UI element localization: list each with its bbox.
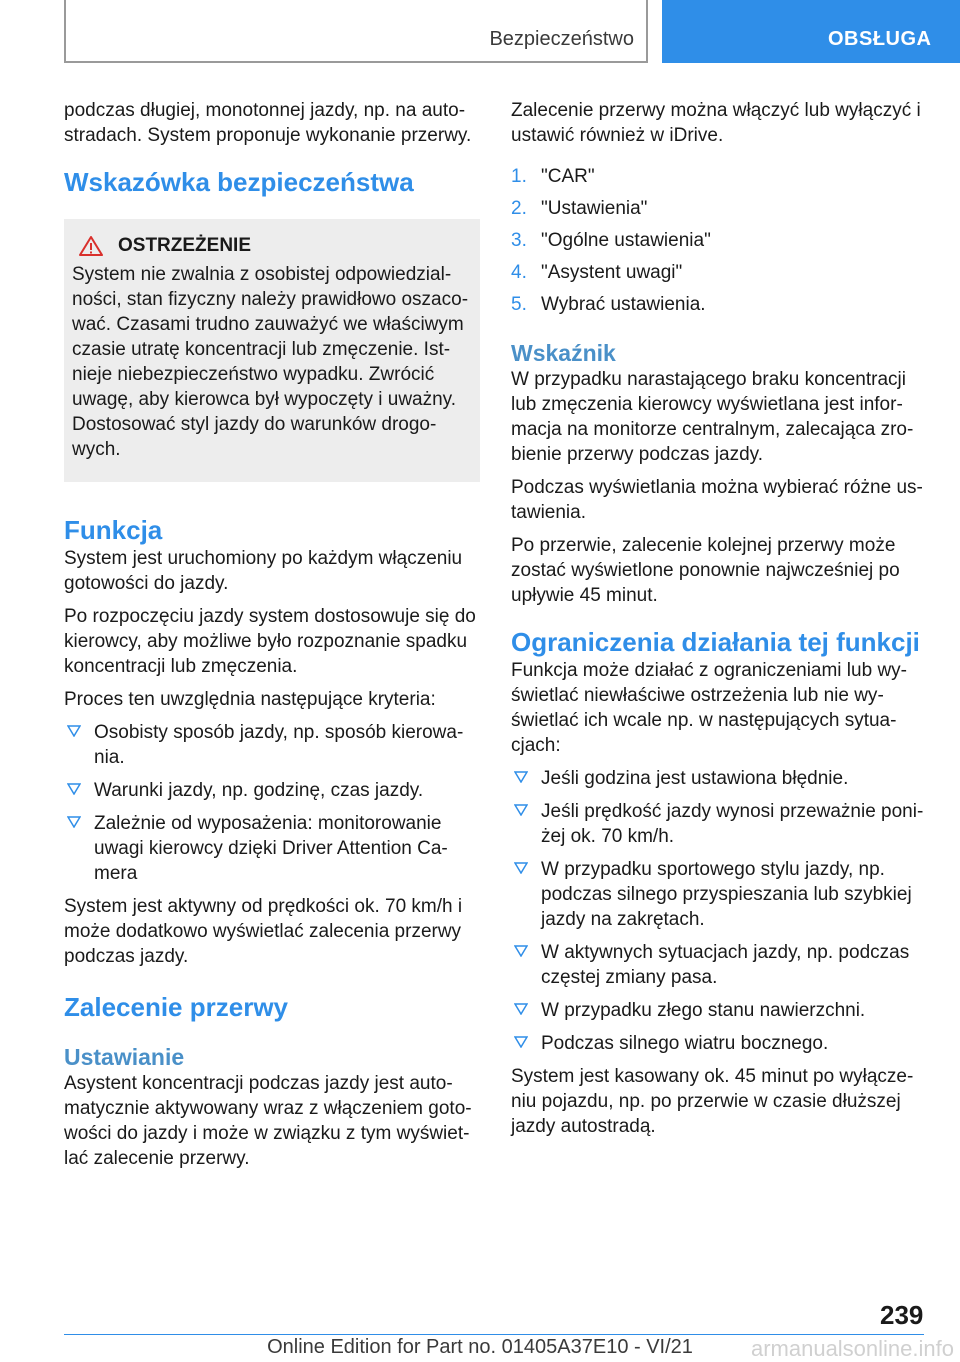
function-paragraph-3: Proces ten uwzględnia następujące kryteria: <box>64 689 436 710</box>
triangle-bullet-icon <box>514 862 528 874</box>
triangle-bullet-icon <box>67 725 81 737</box>
header-chapter-title: OBSŁUGA <box>828 28 932 50</box>
list-item-text: W przypadku złego stanu nawierzchni. <box>541 1000 866 1021</box>
triangle-bullet-icon <box>514 1003 528 1015</box>
limits-list <box>511 766 924 1056</box>
list-item-text: Warunki jazdy, np. godzinę, czas jazdy. <box>94 780 424 801</box>
step-text: "CAR" <box>541 166 595 187</box>
warning-box <box>64 219 480 482</box>
triangle-bullet-icon <box>514 804 528 816</box>
function-paragraph-2: Po rozpoczęciu jazdy system dostosowuje się do kierowcy, aby możliwe było rozpoznanie spadku koncentracji lub zmęczenia. <box>64 606 476 677</box>
idrive-steps-list <box>511 164 924 317</box>
step-number: 1. <box>511 166 527 187</box>
list-item-text: Zależnie od wyposażenia: monitorowanie uwagi kierowcy dzięki Driver Attention Camera <box>94 813 448 884</box>
warning-text: System nie zwalnia z osobistej odpowiedzialności, stan fizyczny należy prawidłowo oszacować. Czasami trudno zauważyć we właściwym czasie utratę koncentracji lub zmęczenie. Istnieje niebezpieczeństwo wypadku. Zwrócić uwagę, aby kierowca był wypoczęty i uważny. Dostosować styl jazdy do warunków drogowych. <box>72 264 469 460</box>
list-item-text: W aktywnych sytuacjach jazdy, np. podczas częstej zmiany pasa. <box>541 942 910 988</box>
warning-triangle-icon <box>78 235 104 257</box>
triangle-bullet-icon <box>514 945 528 957</box>
list-item <box>64 720 480 770</box>
footer-divider <box>64 1334 924 1335</box>
list-item <box>511 857 924 932</box>
setting-subheading: Ustawianie <box>64 1044 185 1070</box>
header-section-title: Bezpieczeństwo <box>489 28 634 50</box>
step-text: "Asystent uwagi" <box>541 262 683 283</box>
list-item <box>64 778 480 803</box>
step-text: Wybrać ustawienia. <box>541 294 706 315</box>
list-item <box>64 811 480 886</box>
indicator-subheading: Wskaźnik <box>511 340 616 366</box>
function-paragraph-1: System jest uruchomiony po każdym włączeniu gotowości do jazdy. <box>64 548 463 594</box>
list-item <box>511 1031 924 1056</box>
triangle-bullet-icon <box>514 1036 528 1048</box>
intro-paragraph: podczas długiej, monotonnej jazdy, np. na autostradach. System proponuje wykonanie przerwy. <box>64 100 472 146</box>
function-heading: Funkcja <box>64 515 163 545</box>
step-number: 3. <box>511 230 527 251</box>
triangle-bullet-icon <box>514 771 528 783</box>
indicator-paragraph-2: Podczas wyświetlania można wybierać różne ustawienia. <box>511 477 923 523</box>
list-item <box>511 799 924 849</box>
warning-header <box>78 233 472 258</box>
list-item <box>511 940 924 990</box>
step-number: 5. <box>511 294 527 315</box>
header-chapter-tab <box>662 0 960 63</box>
triangle-bullet-icon <box>67 816 81 828</box>
list-item-text: W przypadku sportowego stylu jazdy, np. podczas silnego przyspieszania lub szybkiej jazdy na zakrętach. <box>541 859 912 930</box>
list-item <box>511 196 924 221</box>
list-item <box>511 998 924 1023</box>
footer-edition-text: Online Edition for Part no. 01405A37E10 - VI/21 <box>267 1336 693 1358</box>
list-item-text: Jeśli godzina jest ustawiona błędnie. <box>541 768 849 789</box>
step-number: 4. <box>511 262 527 283</box>
list-item <box>511 766 924 791</box>
list-item <box>511 260 924 285</box>
limits-intro-paragraph: Funkcja może działać z ograniczeniami lub wyświetlać niewłaściwe ostrzeżenia lub nie wyświetlać ich wcale np. w następujących sytuacjach: <box>511 660 907 756</box>
list-item <box>511 292 924 317</box>
header-section-box <box>64 0 648 63</box>
watermark-text: armanualsonline.info <box>750 1336 954 1361</box>
right-intro-paragraph: Zalecenie przerwy można włączyć lub wyłączyć i ustawić również w iDrive. <box>511 100 921 146</box>
reset-paragraph: System jest kasowany ok. 45 minut po wyłączeniu pojazdu, np. po przerwie w czasie dłuższej jazdy autostradą. <box>511 1066 914 1137</box>
page-number: 239 <box>880 1300 924 1330</box>
list-item-text: Podczas silnego wiatru bocznego. <box>541 1033 829 1054</box>
function-paragraph-4: System jest aktywny od prędkości ok. 70 km/h i może dodatkowo wyświetlać zalecenia przerwy podczas jazdy. <box>64 896 463 967</box>
triangle-bullet-icon <box>67 783 81 795</box>
limits-heading: Ograniczenia działania tej funkcji <box>511 627 920 657</box>
safety-heading: Wskazówka bezpieczeństwa <box>64 167 414 197</box>
indicator-paragraph-1: W przypadku narastającego braku koncentracji lub zmęczenia kierowcy wyświetlana jest informacja na monitorze centralnym, zalecająca zrobienie przerwy podczas jazdy. <box>511 369 914 465</box>
step-text: "Ogólne ustawienia" <box>541 230 711 251</box>
warning-title: OSTRZEŻENIE <box>118 235 252 256</box>
list-item <box>511 164 924 189</box>
setting-paragraph: Asystent koncentracji podczas jazdy jest automatycznie aktywowany wraz z włączeniem gotowości do jazdy i może w związku z tym wyświetlać zalecenie przerwy. <box>64 1073 472 1169</box>
step-number: 2. <box>511 198 527 219</box>
list-item-text: Jeśli prędkość jazdy wynosi przeważnie poniżej ok. 70 km/h. <box>541 801 924 847</box>
criteria-list <box>64 720 480 886</box>
list-item <box>511 228 924 253</box>
break-heading: Zalecenie przerwy <box>64 992 288 1022</box>
right-column <box>511 98 924 1147</box>
list-item-text: Osobisty sposób jazdy, np. sposób kierowania. <box>94 722 464 768</box>
step-text: "Ustawienia" <box>541 198 648 219</box>
indicator-paragraph-3: Po przerwie, zalecenie kolejnej przerwy może zostać wyświetlone ponownie najwcześniej po upływie 45 minut. <box>511 535 900 606</box>
left-column <box>64 98 480 1179</box>
